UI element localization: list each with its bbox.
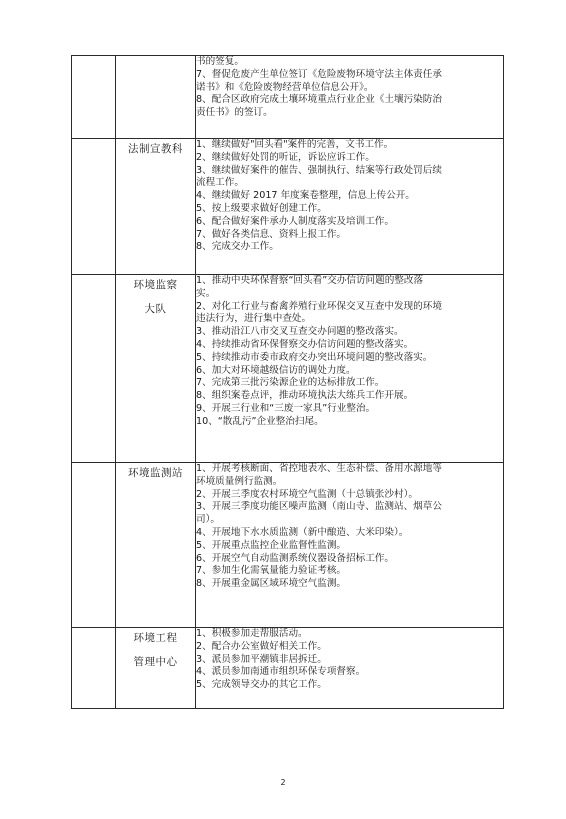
tasks-cell [196, 463, 504, 628]
department-cell [116, 275, 196, 463]
department-cell [116, 628, 196, 709]
tasks-cell [196, 56, 504, 139]
task-line: 实。 [196, 287, 216, 299]
task-line: 2、开展三季度农村环境空气监测（十总镇张沙村）。 [196, 488, 418, 500]
task-line: 5、持续推动市委市政府交办突出环境问题的整改落实。 [196, 351, 433, 363]
table-row [72, 56, 504, 139]
task-line: 8、完成交办工作。 [196, 241, 279, 253]
task-line: 6、开展空气自动监测系统仪器设备招标工作。 [196, 552, 394, 564]
task-line: 3、推动沿江八市交叉互查交办问题的整改落实。 [196, 326, 404, 338]
tasks-cell [196, 628, 504, 709]
task-line: 1、积极参加走帮服活动。 [196, 628, 308, 639]
department-name: 法制宣教科 [128, 143, 183, 155]
task-line: 2、配合办公室做好相关工作。 [196, 640, 327, 652]
department-name: 环境监察 [133, 279, 178, 291]
task-line: 2、继续做好处罚的听证，诉讼应诉工作。 [196, 151, 375, 163]
task-line: 6、加大对环境越级信访的调处力度。 [196, 364, 356, 376]
department-cell [116, 139, 196, 275]
task-line: 10、“散乱污”企业整治扫尾。 [196, 415, 324, 427]
blank-cell [72, 463, 116, 628]
blank-cell [72, 139, 116, 275]
task-line: 8、配合区政府完成土壤环境重点行业企业《土壤污染防治 [196, 94, 442, 106]
tasks-cell [196, 139, 504, 275]
table-row [72, 139, 504, 275]
task-line: 责任书》的签订。 [196, 107, 273, 119]
task-line: 1、开展考核断面、省控地表水、生态补偿、备用水源地等 [196, 463, 442, 474]
task-line: 4、持续推动省环保督察交办信访问题的整改落实。 [196, 338, 414, 350]
department-cell [116, 56, 196, 139]
task-line: 1、推动中央环保督察“回头看”交办信访问题的整改落 [196, 275, 424, 286]
task-line: 3、开展三季度功能区噪声监测（南山寺、监测站、烟草公 [196, 501, 442, 513]
task-line: 7、参加生化需氧量能力验证考核。 [196, 565, 347, 577]
task-line: 7、完成第三批污染源企业的达标排放工作。 [196, 377, 385, 389]
work-plan-table [71, 55, 504, 709]
task-line: 5、开展重点监控企业监督性监测。 [196, 539, 347, 551]
table-row [72, 275, 504, 463]
task-line: 5、完成领导交办的其它工作。 [196, 679, 327, 691]
task-line: 4、派员参加南通市组织环保专项督察。 [196, 666, 366, 678]
task-line: 书的签复。 [196, 56, 244, 67]
department-name: 大队 [144, 303, 167, 315]
table-row [72, 463, 504, 628]
blank-cell [72, 628, 116, 709]
task-line: 诺书》和《危险废物经营单位信息公开》。 [196, 81, 374, 93]
task-line: 1、继续做好"回头看"案件的完善，文书工作。 [196, 139, 394, 150]
task-line: 司）。 [196, 514, 220, 526]
page-number: 2 [280, 778, 286, 787]
blank-cell [72, 275, 116, 463]
task-line: 违法行为，进行集中查处。 [196, 313, 312, 325]
task-line: 8、组织案卷点评，推动环境执法大练兵工作开展。 [196, 390, 414, 402]
task-line: 3、继续做好案件的催告、强制执行、结案等行政处罚后续 [196, 164, 442, 176]
department-name: 环境工程 [133, 632, 178, 644]
task-line: 流程工作。 [196, 177, 244, 189]
task-line: 7、做好各类信息、资料上报工作。 [196, 228, 347, 240]
task-line: 7、督促危废产生单位签订《危险废物环境守法主体责任承 [196, 68, 442, 80]
task-line: 8、开展重金属区域环境空气监测。 [196, 578, 347, 590]
task-line: 6、配合做好案件承办人制度落实及培训工作。 [196, 215, 394, 227]
task-line: 9、开展三行业和“三废一家具”行业整治。 [196, 402, 376, 414]
task-line: 环境质量例行监测。 [196, 475, 283, 487]
task-line: 4、继续做好 2017 年度案卷整理，信息上传公开。 [196, 190, 415, 202]
task-line: 5、按上级要求做好创建工作。 [196, 202, 327, 214]
task-line: 3、派员参加平潮镇非居拆迁。 [196, 653, 327, 665]
task-line: 4、开展地下水水质监测（新中酿造、大米印染）。 [196, 526, 409, 538]
table-row [72, 628, 504, 709]
department-name: 环境监测站 [128, 467, 183, 479]
department-name: 管理中心 [133, 656, 178, 668]
blank-cell [72, 56, 116, 139]
department-cell [116, 463, 196, 628]
tasks-cell [196, 275, 504, 463]
task-line: 2、对化工行业与畜禽养殖行业环保交叉互查中发现的环境 [196, 300, 442, 312]
